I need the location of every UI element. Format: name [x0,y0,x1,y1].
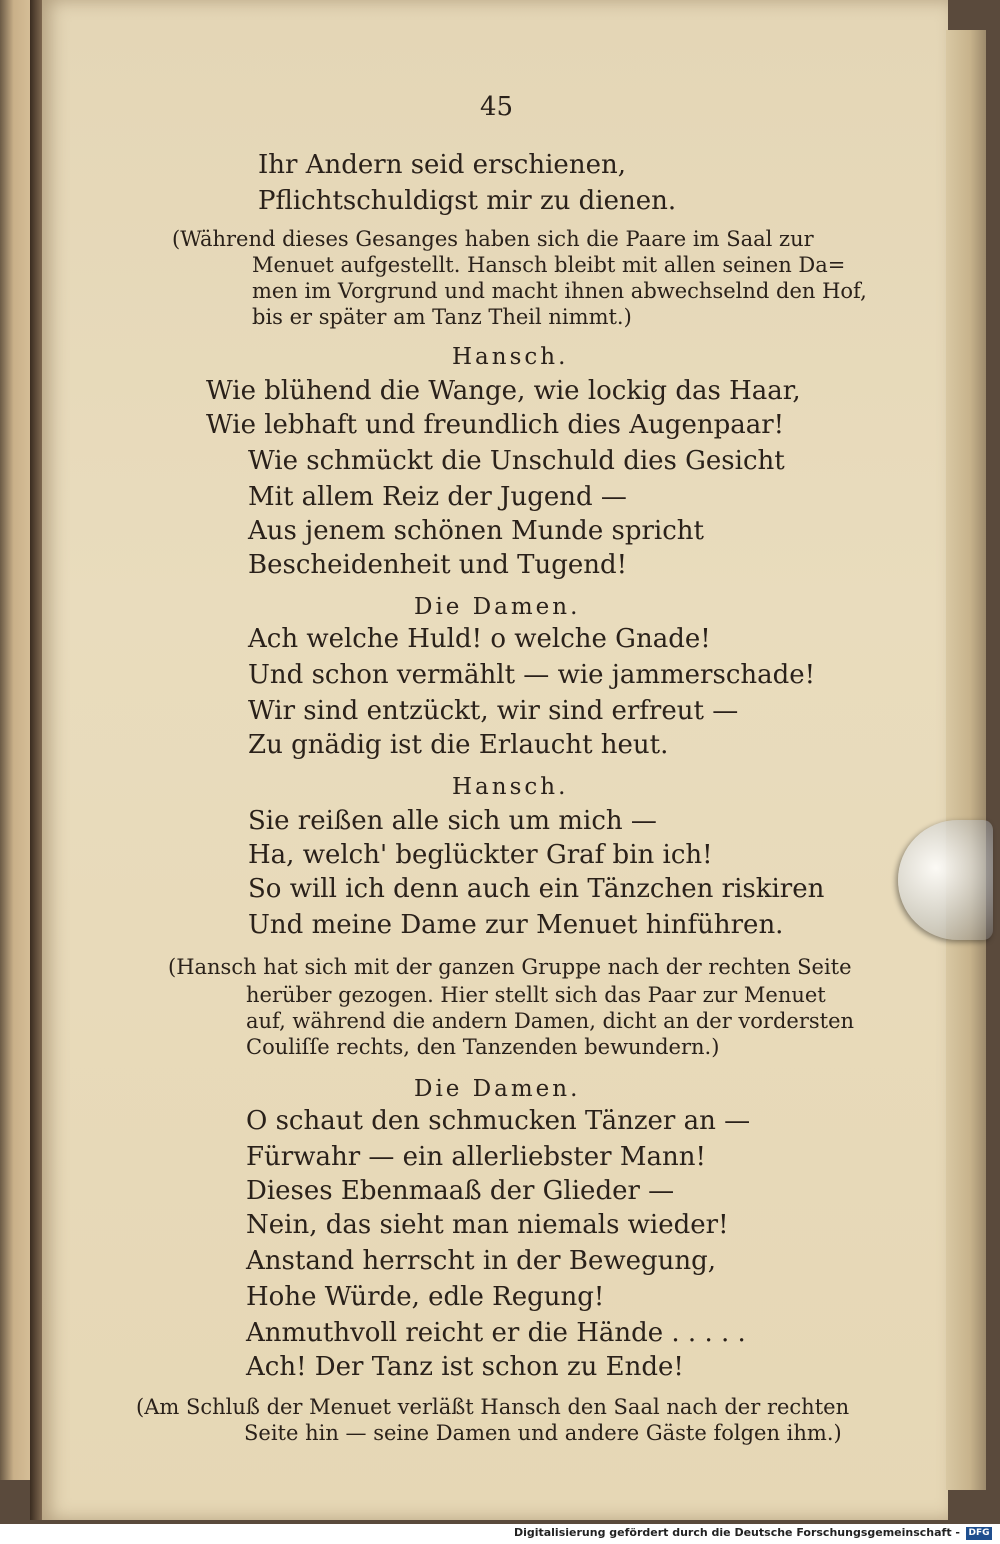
footer-credit: Digitalisierung gefördert durch die Deutsche Forschungsgemeinschaft - [513,1526,960,1539]
speaker-name: Die Damen. [414,1076,581,1102]
speaker-name: Hansch. [452,774,569,800]
verse-line: Und meine Dame zur Menuet hinführen. [248,910,784,940]
verse-line: Dieses Ebenmaaß der Glieder — [246,1176,675,1206]
verse-line: Ihr Andern seid erschienen, [258,150,626,180]
stage-direction: (Am Schluß der Menuet verläßt Hansch den Saal nach der rechten [136,1395,850,1419]
verse-line: Bescheidenheit und Tugend! [248,550,628,580]
verse-line: Ach welche Huld! o welche Gnade! [248,624,711,654]
verse-line: Wir sind entzückt, wir sind erfreut — [248,696,739,726]
page-stack-edge [946,30,986,1490]
verse-line: Wie lebhaft und freundlich dies Augenpaar! [206,410,785,440]
stage-direction: bis er später am Tanz Theil nimmt.) [252,305,632,329]
stage-direction: (Hansch hat sich mit der ganzen Gruppe nach der rechten Seite [168,955,852,979]
verse-line: Wie schmückt die Unschuld dies Gesicht [248,446,785,476]
stage-direction: men im Vorgrund und macht ihnen abwechselnd den Hof, [252,279,867,303]
left-page-edge [0,0,34,1480]
verse-line: Mit allem Reiz der Jugend — [248,482,627,512]
stage-direction: herüber gezogen. Hier stellt sich das Paar zur Menuet [246,983,826,1007]
verse-line: So will ich denn auch ein Tänzchen riskiren [248,874,825,904]
verse-line: Fürwahr — ein allerliebster Mann! [246,1142,706,1172]
stage-direction: auf, während die andern Damen, dicht an der vordersten [246,1009,855,1033]
stage-direction: (Während dieses Gesanges haben sich die Paare im Saal zur [172,227,814,251]
page-number: 45 [480,92,514,122]
verse-line: Pflichtschuldigst mir zu dienen. [258,186,677,216]
verse-line: O schaut den schmucken Tänzer an — [246,1106,751,1136]
verse-line: Ha, welch' beglückter Graf bin ich! [248,840,713,870]
verse-line: Anstand herrscht in der Bewegung, [246,1246,717,1276]
verse-line: Wie blühend die Wange, wie lockig das Haar, [206,376,801,406]
verse-line: Anmuthvoll reicht er die Hände . . . . . [246,1318,746,1348]
stage-direction: Seite hin — seine Damen und andere Gäste folgen ihm.) [244,1421,842,1445]
speaker-name: Die Damen. [414,594,581,620]
verse-line: Hohe Würde, edle Regung! [246,1282,605,1312]
verse-line: Und schon vermählt — wie jammerschade! [248,660,816,690]
verse-line: Ach! Der Tanz ist schon zu Ende! [246,1352,684,1382]
verse-line: Nein, das sieht man niemals wieder! [246,1210,729,1240]
verse-line: Sie reißen alle sich um mich — [248,806,657,836]
stage-direction: Menuet aufgestellt. Hansch bleibt mit allen seinen Da= [252,253,846,277]
speaker-name: Hansch. [452,344,569,370]
verse-line: Aus jenem schönen Munde spricht [248,516,704,546]
stage-direction: Couliſſe rechts, den Tanzenden bewundern.) [246,1035,720,1059]
dfg-logo-icon: DFG [966,1527,992,1540]
verse-line: Zu gnädig ist die Erlaucht heut. [248,730,669,760]
